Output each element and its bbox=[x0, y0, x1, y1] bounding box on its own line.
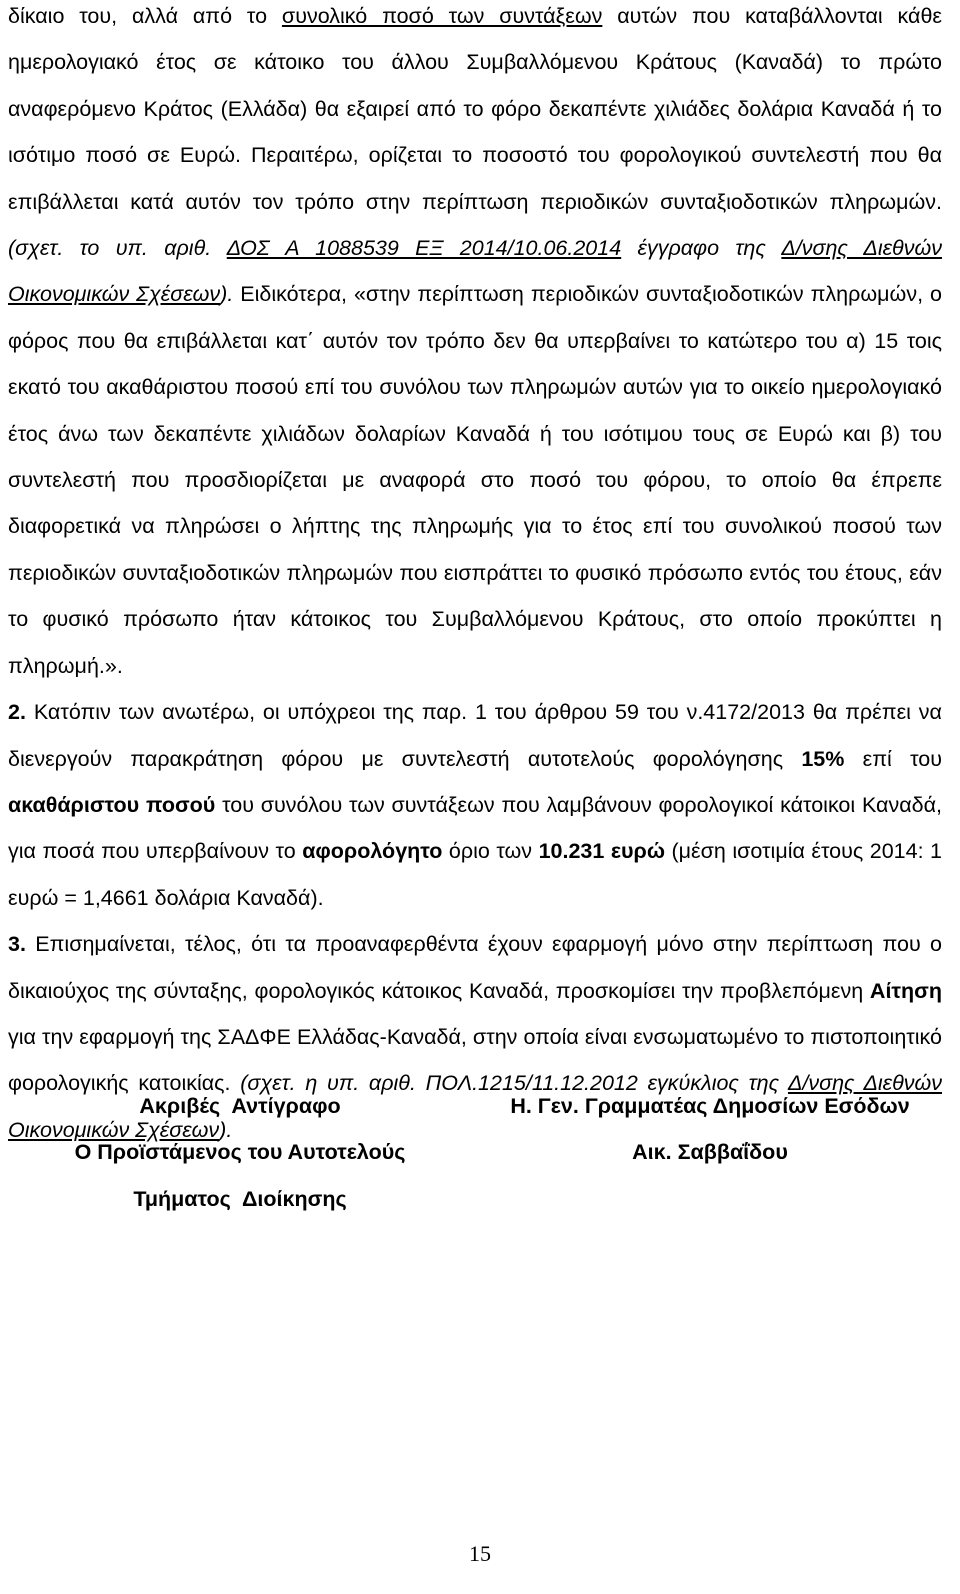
p3-text-1: Επισημαίνεται, τέλος, ότι τα προαναφερθέντα έχουν εφαρμογή μόνο στην περίπτωση που ο δικαιούχος της σύνταξης, φορολογικός κάτοικος Καναδά, προσκομίσει την προβλεπόμενη bbox=[8, 932, 942, 1003]
p1-reference-document-number: ΔΟΣ Α 1088539 ΕΞ 2014/10.06.2014 bbox=[226, 236, 622, 261]
p2-text-1: Κατόπιν των ανωτέρω, οι υπόχρεοι της παρ. 1 του άρθρου 59 του ν.4172/2013 θα πρέπει να διενεργούν παρακράτηση φόρου με συντελεστή αυτοτελούς φορολόγησης bbox=[8, 700, 942, 771]
p3-number: 3. bbox=[8, 932, 26, 957]
p3-reference-close: ). bbox=[219, 1117, 233, 1142]
p2-gross-amount: ακαθάριστου ποσού bbox=[8, 792, 216, 817]
p2-number: 2. bbox=[8, 700, 26, 725]
p3-text-2: για την εφαρμογή της ΣΑΔΦΕ Ελλάδας-Καναδά, στην οποία είναι ενσωματωμένο το πιστοποιητικό φορολογικής κατοικίας. bbox=[8, 1024, 942, 1096]
paragraph-2 bbox=[8, 689, 942, 921]
p1-reference-intro: (σχετ. το υπ. αριθ. bbox=[8, 236, 227, 261]
p2-rate: 15% bbox=[801, 746, 845, 771]
signature-block-right bbox=[470, 1083, 950, 1176]
p2-text-3: του συνόλου των συντάξεων που λαμβάνουν φορολογικοί κάτοικοι Καναδά, για ποσά που υπερβαίνουν το bbox=[8, 792, 943, 864]
p3-application: Αίτηση bbox=[869, 978, 942, 1003]
signature-left-line-3: Τμήματος Διοίκησης bbox=[133, 1186, 347, 1211]
p1-text-2: αυτών που καταβάλλονται κάθε ημερολογιακό έτος σε κάτοικο του άλλου Συμβαλλόμενου Κράτους (Καναδά) το πρώτο αναφερόμενο Κράτος (Ελλάδα) θα εξαιρεί από το φόρο δεκαπέντε χιλιάδες δολάρια Καναδά ή το ισότιμο ποσό σε Ευρώ. Περαιτέρω, ορίζεται το ποσοστό του φορολογικού συντελεστή που θα επιβάλλεται κατά αυτόν τον τρόπο στην περίπτωση περιοδικών συνταξιοδοτικών πληρωμών. bbox=[8, 4, 942, 214]
p1-text-1: δίκαιο του, αλλά από το bbox=[8, 4, 282, 28]
p1-reference-close: ). bbox=[220, 282, 234, 307]
p2-text-2: επί του bbox=[844, 746, 942, 771]
paragraph-1 bbox=[8, 0, 942, 689]
p2-tax-free: αφορολόγητο bbox=[302, 839, 443, 864]
p1-text-3: Ειδικότερα, «στην περίπτωση περιοδικών συνταξιοδοτικών πληρωμών, ο φόρος που θα επιβάλλεται κατ΄ αυτόν τον τρόπο δεν θα υπερβαίνει το κατώτερο του α) 15 τοις εκατό του ακαθάριστου ποσού επί του συνόλου των πληρωμών αυτών για το οικείο ημερολογιακό έτος άνω των δεκαπέντε χιλιάδων δολαρίων Καναδά ή του ισότιμου τους σε Ευρώ και β) του συντελεστή που προσδιορίζεται με αναφορά στο ποσό του φόρου, το οποίο θα έπρεπε διαφορετικά να πληρώσει ο λήπτης της πληρωμής για το έτος επί του συνολικού ποσού των περιοδικών συνταξιοδοτικών πληρωμών που εισπράττει το φυσικό πρόσωπο εντός του έτους, εάν το φυσικό πρόσωπο ήταν κάτοικος του Συμβαλλόμενου Κράτους, στο οποίο προκύπτει η πληρωμή.». bbox=[8, 282, 942, 678]
signature-left-line-1: Ακριβές Αντίγραφο bbox=[139, 1094, 341, 1118]
p1-reference-middle: έγγραφο της bbox=[621, 236, 782, 261]
p2-text-4: όριο των bbox=[442, 839, 539, 864]
page-number: 15 bbox=[469, 1541, 491, 1566]
p1-reference-directorate: Δ/νσης Διεθνών Οικονομικών Σχέσεων bbox=[8, 236, 942, 307]
signature-left-line-2: Ο Προϊστάμενος του Αυτοτελούς bbox=[74, 1140, 406, 1165]
p3-reference-directorate: Δ/νσης Διεθνών Οικονομικών Σχέσεων bbox=[8, 1071, 943, 1142]
p1-underlined-total-pensions: συνολικό ποσό των συντάξεων bbox=[281, 4, 603, 28]
document-body bbox=[8, 0, 942, 1153]
p2-threshold-amount: 10.231 ευρώ bbox=[538, 839, 665, 864]
signature-block-left bbox=[0, 1083, 480, 1222]
signature-right-line-2: Αικ. Σαββαΐδου bbox=[632, 1140, 788, 1165]
signature-right-line-1: Η. Γεν. Γραμματέας Δημοσίων Εσόδων bbox=[510, 1094, 910, 1118]
p3-reference-intro: (σχετ. η υπ. αριθ. ΠΟΛ.1215/11.12.2012 εγκύκλιος της bbox=[240, 1071, 788, 1096]
p2-text-5: (μέση ισοτιμία έτους 2014: 1 ευρώ = 1,4661 δολάρια Καναδά). bbox=[8, 839, 942, 910]
